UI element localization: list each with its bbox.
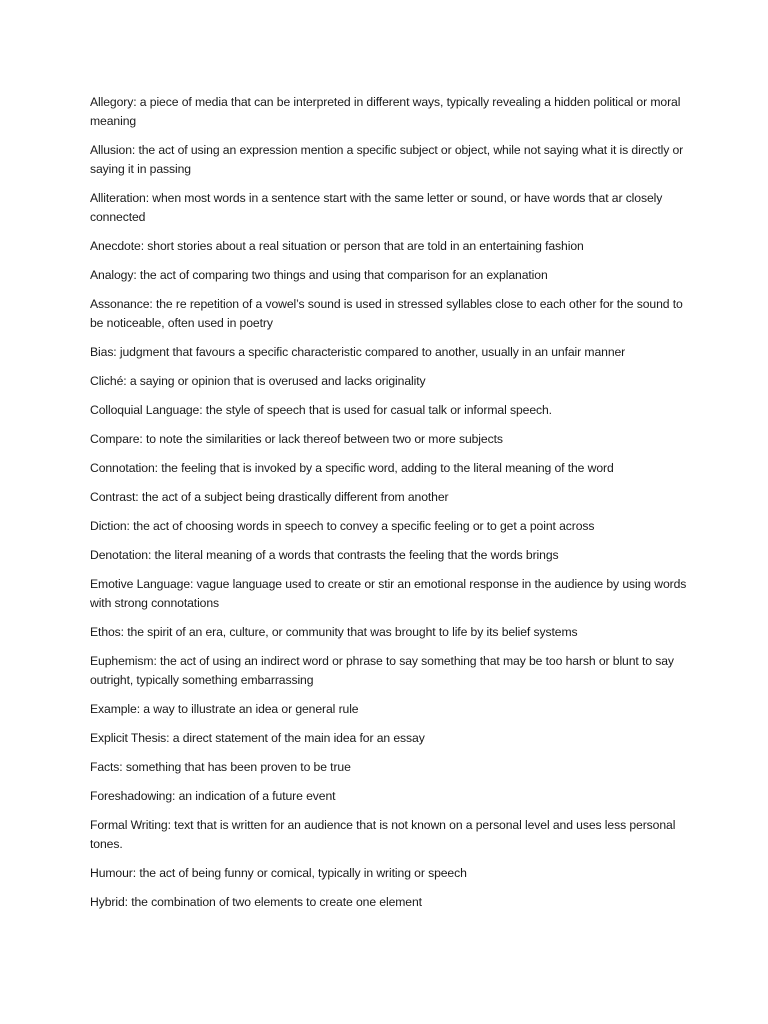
glossary-entry-connotation: Connotation: the feeling that is invoked by a specific word, adding to the literal meaning of the word [90, 461, 614, 475]
glossary-entry-analogy: Analogy: the act of comparing two things and using that comparison for an explanation [90, 268, 548, 282]
glossary-list [90, 93, 690, 922]
glossary-entry-formal-writing: Formal Writing: text that is written for an audience that is not known on a personal level and uses less personal tones. [90, 818, 676, 851]
glossary-entry-allusion: Allusion: the act of using an expression mention a specific subject or object, while not saying what it is directly or saying it in passing [90, 143, 684, 176]
glossary-entry-example: Example: a way to illustrate an idea or general rule [90, 702, 359, 716]
glossary-entry-explicit-thesis: Explicit Thesis: a direct statement of the main idea for an essay [90, 731, 425, 745]
glossary-entry-allegory: Allegory: a piece of media that can be interpreted in different ways, typically revealing a hidden political or moral meaning [90, 95, 681, 128]
glossary-entry-foreshadowing: Foreshadowing: an indication of a future event [90, 789, 336, 803]
glossary-entry-diction: Diction: the act of choosing words in speech to convey a specific feeling or to get a point across [90, 519, 595, 533]
glossary-entry-ethos: Ethos: the spirit of an era, culture, or community that was brought to life by its belief systems [90, 625, 578, 639]
glossary-entry-alliteration: Alliteration: when most words in a sentence start with the same letter or sound, or have words that ar closely connected [90, 191, 663, 224]
glossary-entry-contrast: Contrast: the act of a subject being drastically different from another [90, 490, 449, 504]
glossary-entry-facts: Facts: something that has been proven to be true [90, 760, 351, 774]
glossary-entry-bias: Bias: judgment that favours a specific characteristic compared to another, usually in an unfair manner [90, 345, 626, 359]
glossary-entry-cliche: Cliché: a saying or opinion that is overused and lacks originality [90, 374, 426, 388]
glossary-entry-compare: Compare: to note the similarities or lack thereof between two or more subjects [90, 432, 503, 446]
glossary-entry-euphemism: Euphemism: the act of using an indirect word or phrase to say something that may be too harsh or blunt to say outright, typically something embarrassing [90, 654, 674, 687]
glossary-entry-colloquial-language: Colloquial Language: the style of speech that is used for casual talk or informal speech. [90, 403, 552, 417]
glossary-entry-humour: Humour: the act of being funny or comical, typically in writing or speech [90, 866, 467, 880]
glossary-entry-denotation: Denotation: the literal meaning of a words that contrasts the feeling that the words brings [90, 548, 559, 562]
glossary-entry-hybrid: Hybrid: the combination of two elements to create one element [90, 895, 422, 909]
glossary-entry-assonance: Assonance: the re repetition of a vowel’s sound is used in stressed syllables close to each other for the sound to be noticeable, often used in poetry [90, 297, 683, 330]
glossary-entry-anecdote: Anecdote: short stories about a real situation or person that are told in an entertaining fashion [90, 239, 584, 253]
glossary-entry-emotive-language: Emotive Language: vague language used to create or stir an emotional response in the audience by using words with strong connotations [90, 577, 687, 610]
